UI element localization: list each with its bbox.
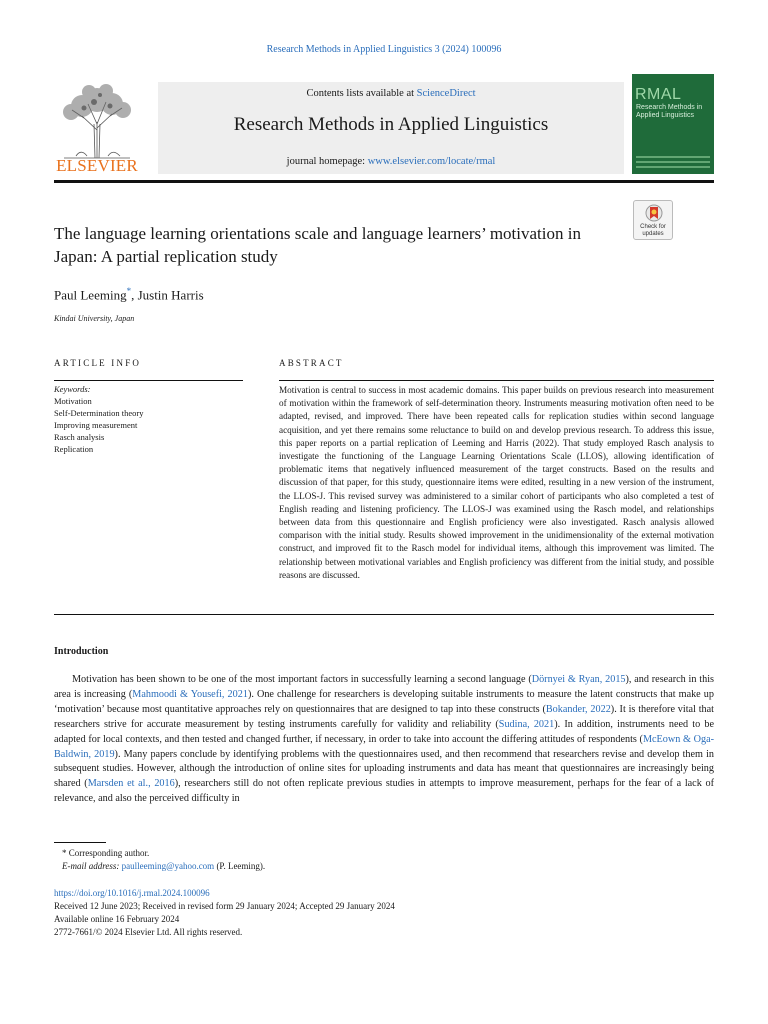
citation-link[interactable]: McEown & Oga-Baldwin, 2019 <box>54 733 715 760</box>
doi-link[interactable]: https://doi.org/10.1016/j.rmal.2024.100096 <box>54 888 210 898</box>
masthead-divider <box>54 180 714 183</box>
footnotes <box>54 847 265 873</box>
abstract-heading: ABSTRACT <box>279 358 344 368</box>
copyright-line: 2772-7661/© 2024 Elsevier Ltd. All rights reserved. <box>54 927 243 937</box>
journal-masthead <box>54 72 714 178</box>
cover-decoration <box>636 156 710 171</box>
contents-line: Contents lists available at ScienceDirect <box>306 88 476 99</box>
publication-info <box>54 887 395 939</box>
author-name: Paul Leeming <box>54 287 127 303</box>
corresponding-author-note: * Corresponding author. <box>62 848 150 858</box>
affiliation: Kindai University, Japan <box>54 314 135 323</box>
keyword-item: Motivation <box>54 396 92 406</box>
check-for-updates-badge[interactable] <box>633 200 673 240</box>
cover-title: Research Methods in Applied Linguistics <box>636 104 703 119</box>
abstract-text: Motivation is central to success in most academic domains. This paper builds on previous research into measurement of motivation within the framework of self-determination theory. Instruments measuring motivation often need to be adapted, revised, and improved. There have been repeated calls for replication studies within second language acquisition, and yet there remains some reluctance to build on and develop previous research. To address this issue, this paper reports on a partial replication of Leeming and Harris (2022). That study employed Rasch analysis to investigate the functioning of the Language Learning Orientations Scale (LLOS), allowing identification of problematic items that negatively influenced measurement of the target constructs. Based on the results and discussion of that paper, for this study, questionnaire items were edited, resulting in a new version of the instrument, the LLOS-J. This revised survey was administered to a similar cohort of participants who also completed a test of English reading and listening proficiency. The LLOS-J was examined using the Rasch model, and relationships between data from this questionnaire and English proficiency were also investigated. Rasch analysis allowed comparison with the initial study. Results showed improvement in the unidimensionality of the external motivation construct, and improved fit to the Rasch model for individual items, although this improvement was limited. The relationship between motivational variables and English proficiency was different from the initial study, and possible reasons are discussed. <box>279 385 714 580</box>
available-online-date: Available online 16 February 2024 <box>54 914 180 924</box>
keyword-item: Rasch analysis <box>54 432 105 442</box>
article-title: The language learning orientations scale and language learners’ motivation in Japan: A partial replication study <box>54 224 581 266</box>
elsevier-wordmark: ELSEVIER <box>56 156 138 175</box>
homepage-line: journal homepage: www.elsevier.com/locate/rmal <box>286 156 496 167</box>
keywords-list <box>54 383 143 455</box>
article-info-divider <box>54 380 243 381</box>
citation-link[interactable]: Dörnyei & Ryan, 2015 <box>531 674 626 685</box>
citation-link[interactable]: Marsden et al., 2016 <box>87 778 175 790</box>
running-head[interactable]: Research Methods in Applied Linguistics 3 (2024) 100096 <box>266 44 502 55</box>
crossmark-label: Check for updates <box>640 224 666 237</box>
citation-link[interactable]: Sudina, 2021 <box>498 718 555 730</box>
introduction-heading: Introduction <box>54 646 109 657</box>
citation-link[interactable]: Mahmoodi & Yousefi, 2021 <box>132 688 248 700</box>
email-note: E-mail address: paulleeming@yahoo.com (P. Leeming). <box>62 861 266 871</box>
abstract-bottom-divider <box>54 614 714 615</box>
author-list: Paul Leeming*, Justin Harris <box>54 286 204 303</box>
keyword-item: Replication <box>54 444 94 454</box>
journal-title: Research Methods in Applied Linguistics <box>233 114 549 135</box>
introduction-paragraph: Motivation has been shown to be one of the most important factors in successfully learning a second language (Dörnyei & Ryan, 2015), and research in this area is increasing (Mahmoodi & Yousefi, 2021). One challenge for researchers is developing suitable instruments to measure the latent constructs that make up ‘motivation’ because most quantitative approaches rely on questionnaires that are designed to tap into these constructs (Bokander, 2022). It is therefore vital that researchers strive for accurate measurement by testing instruments carefully for validity and reliability (Sudina, 2021). In addition, instruments need to be adapted for local contexts, and then tested and changed further, if necessary, in order to take into account the differing attitudes of respondents (McEown & Oga-Baldwin, 2019). Many papers conclude by identifying problems with the questionnaires used, and then recommend that researchers revise and develop them in subsequent studies. However, although the introduction of online sites for uploading instruments and data has meant that questionnaires are increasingly being shared (Marsden et al., 2016), researchers still do not often replicate previous studies in attempts to improve measurement, perhaps for the fear of a lack of relevance, and also the perceived difficulty in <box>54 674 715 805</box>
journal-banner <box>158 82 624 174</box>
crossmark-icon <box>645 204 663 224</box>
corresponding-author-mark[interactable]: * <box>126 286 132 296</box>
keywords-label: Keywords: <box>54 384 91 394</box>
article-info-heading: ARTICLE INFO <box>54 358 142 368</box>
citation-link[interactable]: Bokander, 2022 <box>545 703 611 715</box>
received-dates: Received 12 June 2023; Received in revised form 29 January 2024; Accepted 29 January 2024 <box>54 901 395 911</box>
author-name: Justin Harris <box>137 287 204 303</box>
email-link[interactable]: paulleeming@yahoo.com <box>121 861 215 871</box>
journal-homepage-link[interactable]: www.elsevier.com/locate/rmal <box>367 156 496 167</box>
sciencedirect-link[interactable]: ScienceDirect <box>416 88 476 99</box>
cover-abbreviation: RMAL <box>635 86 682 103</box>
footnote-divider <box>54 842 106 843</box>
keyword-item: Improving measurement <box>54 420 138 430</box>
abstract-divider <box>279 380 714 381</box>
keyword-item: Self-Determination theory <box>54 408 144 418</box>
journal-cover-image <box>632 74 714 174</box>
